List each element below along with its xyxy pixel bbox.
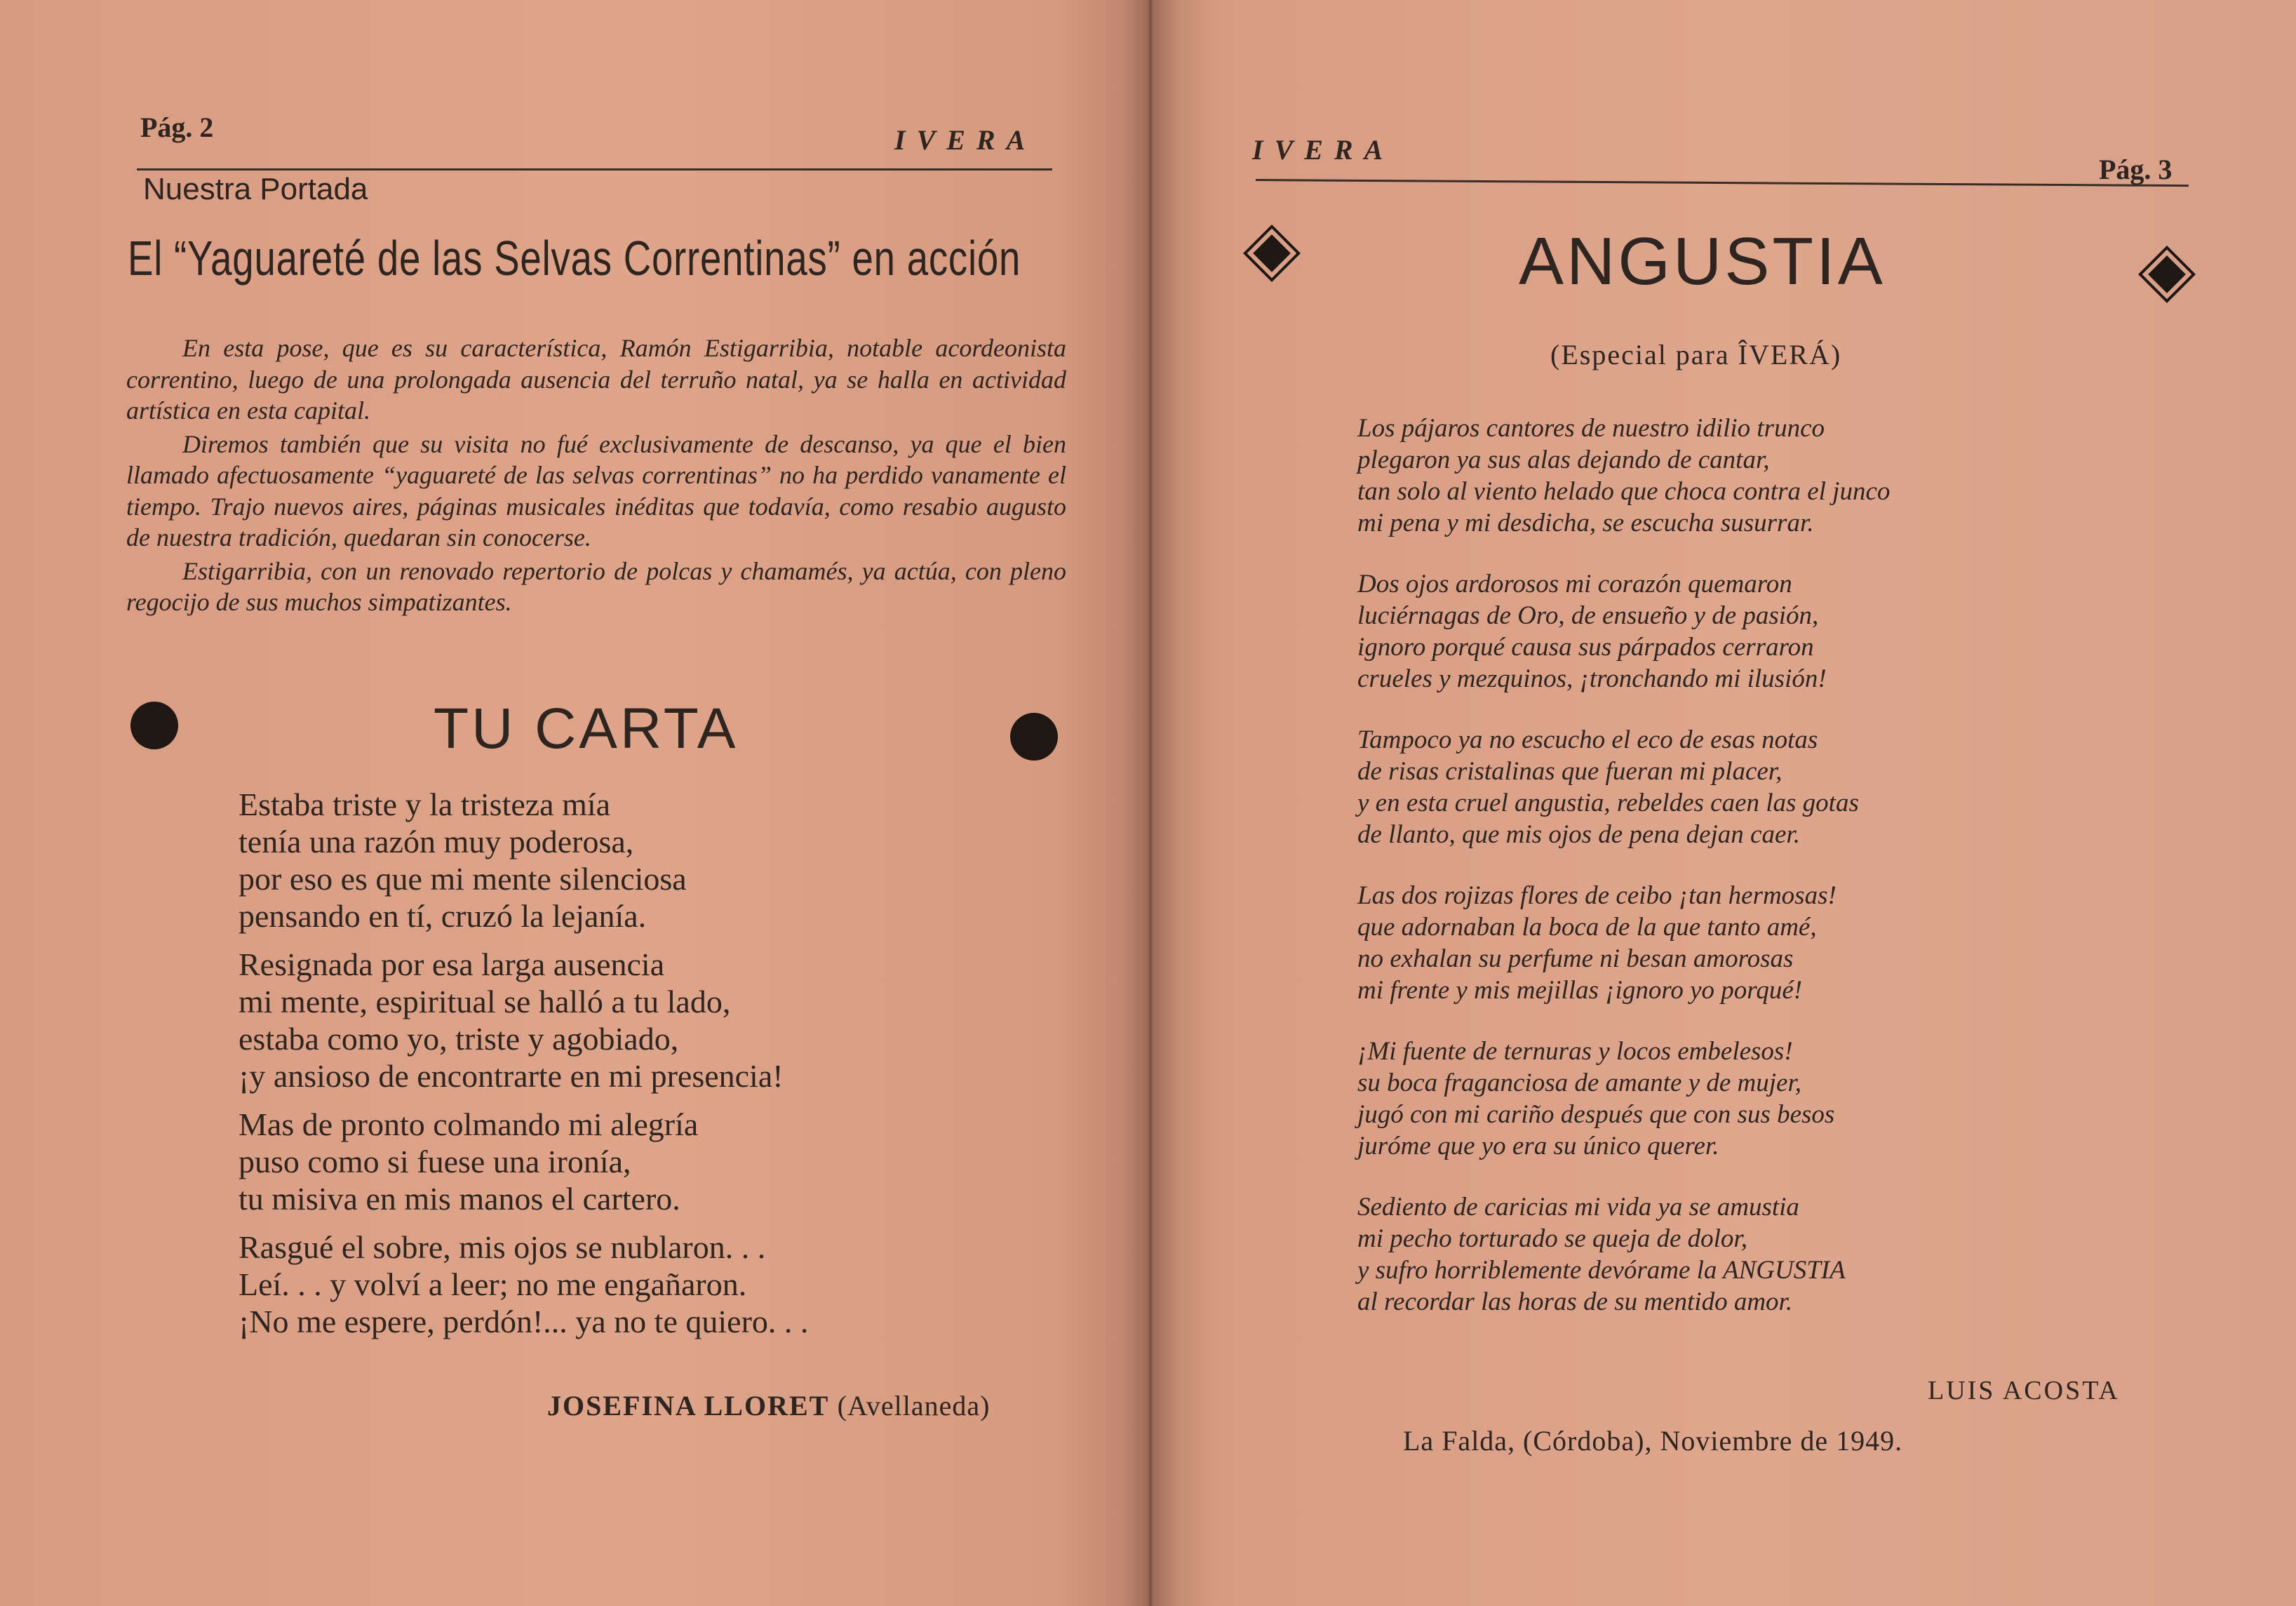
poem-title-left: TU CARTA	[434, 697, 739, 761]
poem-title-right: ANGUSTIA	[1519, 224, 1886, 299]
bullet-dot-left	[130, 702, 178, 749]
author-place: (Avellaneda)	[837, 1390, 991, 1421]
poem-signature-left	[547, 1389, 990, 1422]
poem-line: Estaba triste y la tristeza mía	[239, 787, 611, 822]
poem-line: de risas cristalinas que fueran mi placer,	[1357, 757, 1783, 786]
stanza	[1357, 724, 1890, 850]
poem-line: de llanto, que mis ojos de pena dejan caer.	[1357, 820, 1800, 849]
poem-line: estaba como yo, triste y agobiado,	[239, 1021, 679, 1057]
header-rule-left	[137, 168, 1052, 170]
stanza	[1357, 1036, 1890, 1162]
poem-line: ¡y ansioso de encontrarte en mi presencia!	[239, 1058, 784, 1094]
poem-line: no exhalan su perfume ni besan amorosas	[1357, 944, 1794, 973]
page-number-left: Pág. 2	[140, 112, 214, 143]
poem-line: Leí. . . y volví a leer; no me engañaron.	[239, 1266, 747, 1302]
poem-line: pensando en tí, cruzó la lejanía.	[239, 898, 647, 934]
poem-line: juróme que yo era su único querer.	[1357, 1132, 1719, 1160]
headline: El “Yaguareté de las Selvas Correntinas” en acción	[128, 231, 1021, 286]
poem-line: ¡Mi fuente de ternuras y locos embelesos!	[1357, 1037, 1793, 1066]
poem-line: Mas de pronto colmando mi alegría	[239, 1106, 699, 1142]
masthead-left: IVERA	[894, 124, 1037, 156]
poem-author-right: LUIS ACOSTA	[1928, 1376, 2120, 1405]
poem-line: Tampoco ya no escucho el eco de esas notas	[1357, 725, 1818, 754]
bullet-dot-right	[1010, 713, 1058, 761]
poem-tu-carta	[239, 786, 808, 1351]
poem-subtitle: (Especial para ÎVERÁ)	[1550, 339, 1842, 370]
stanza	[239, 1229, 808, 1340]
book-gutter	[1122, 0, 1179, 1606]
poem-line: Sediento de caricias mi vida ya se amustia	[1357, 1193, 1799, 1222]
poem-line: tan solo al viento helado que choca contra el junco	[1357, 477, 1891, 506]
article-paragraph: Estigarribia, con un renovado repertorio de polcas y chamamés, ya actúa, con pleno regocijo de sus muchos simpatizantes.	[126, 556, 1066, 616]
poem-line: tenía una razón muy poderosa,	[239, 824, 634, 859]
poem-line: tu misiva en mis manos el cartero.	[239, 1181, 680, 1217]
poem-line: luciérnagas de Oro, de ensueño y de pasión,	[1357, 601, 1819, 630]
poem-line: Los pájaros cantores de nuestro idilio trunco	[1357, 414, 1825, 443]
poem-line: y sufro horriblemente devórame la ANGUSTIA	[1357, 1256, 1846, 1285]
poem-line: mi mente, espiritual se halló a tu lado,	[239, 984, 731, 1019]
poem-line: plegaron ya sus alas dejando de cantar,	[1357, 446, 1770, 474]
stanza	[239, 946, 808, 1095]
stanza	[1357, 880, 1890, 1006]
poem-line: Dos ojos ardorosos mi corazón quemaron	[1357, 570, 1792, 598]
poem-line: Rasgué el sobre, mis ojos se nublaron. . .	[239, 1229, 766, 1265]
author-name: JOSEFINA LLORET	[547, 1390, 829, 1421]
poem-line: al recordar las horas de su mentido amor.	[1357, 1287, 1793, 1316]
masthead-right: IVERA	[1252, 134, 1395, 166]
poem-line: su boca fraganciosa de amante y de mujer,	[1357, 1069, 1802, 1097]
poem-line: mi frente y mis mejillas ¡ignoro yo porqué!	[1357, 976, 1803, 1005]
page-number-right: Pág. 3	[2099, 154, 2173, 185]
poem-line: Resignada por esa larga ausencia	[239, 946, 665, 982]
poem-line: ¡No me espere, perdón!... ya no te quiero. . .	[239, 1304, 809, 1339]
poem-line: mi pecho torturado se queja de dolor,	[1357, 1224, 1747, 1253]
stanza	[239, 1106, 808, 1217]
article-paragraph: Diremos también que su visita no fué exclusivamente de descanso, ya que el bien llamado afectuosamente “yaguareté de las selvas correntinas” no ha perdido vanamente el tiempo. Trajo nuevos aires, páginas musicales inéditas que todavía, como resabio augusto de nuestra tradición, quedaran sin conocerse.	[126, 429, 1066, 551]
section-label: Nuestra Portada	[143, 172, 368, 206]
poem-line: crueles y mezquinos, ¡tronchando mi ilusión!	[1357, 664, 1827, 693]
article-body	[126, 333, 1066, 620]
poem-line: que adornaban la boca de la que tanto amé,	[1357, 913, 1817, 942]
poem-angustia	[1357, 413, 1890, 1347]
poem-line: puso como si fuese una ironía,	[239, 1144, 631, 1179]
poem-line: Las dos rojizas flores de ceibo ¡tan hermosas!	[1357, 881, 1837, 910]
poem-line: ignoro porqué causa sus párpados cerraron	[1357, 633, 1814, 662]
stanza	[1357, 1191, 1890, 1318]
dateline: La Falda, (Córdoba), Noviembre de 1949.	[1403, 1425, 1903, 1457]
stanza	[1357, 413, 1890, 539]
poem-line: por eso es que mi mente silenciosa	[239, 861, 687, 897]
stanza	[239, 786, 808, 935]
poem-line: jugó con mi cariño después que con sus besos	[1357, 1100, 1835, 1129]
poem-line: mi pena y mi desdicha, se escucha susurrar.	[1357, 509, 1814, 537]
poem-line: y en esta cruel angustia, rebeldes caen las gotas	[1357, 789, 1859, 817]
stanza	[1357, 568, 1890, 695]
article-paragraph: En esta pose, que es su característica, Ramón Estigarribia, notable acordeonista correntino, luego de una prolongada ausencia del terruño natal, ya se halla en actividad artística en esta capital.	[126, 334, 1066, 424]
